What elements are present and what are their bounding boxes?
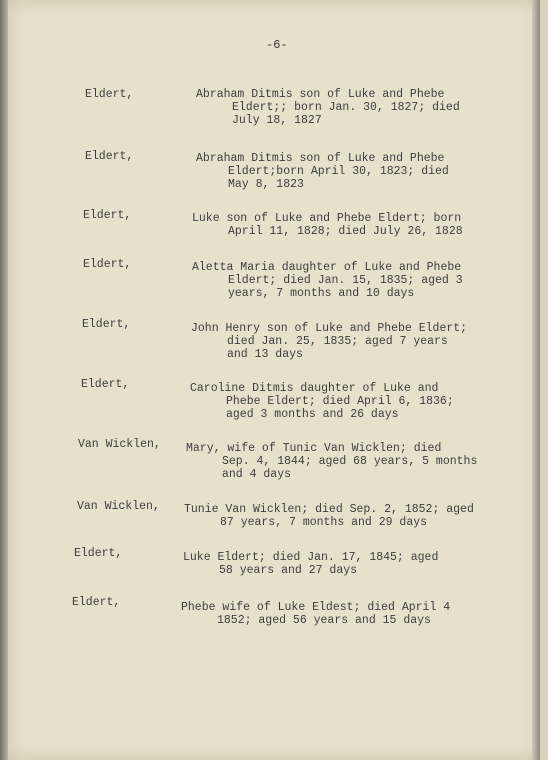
- entry-line: 1852; aged 56 years and 15 days: [217, 614, 431, 627]
- entry-line: Sep. 4, 1844; aged 68 years, 5 months: [222, 455, 478, 468]
- entry-surname: Van Wicklen,: [78, 438, 161, 451]
- entry-surname: Eldert,: [85, 150, 134, 163]
- entry-line: and 13 days: [227, 348, 303, 361]
- entry-surname: Eldert,: [85, 88, 134, 101]
- entry-text: [190, 382, 454, 421]
- entry-surname: Van Wicklen,: [77, 500, 160, 513]
- entry-text: [186, 442, 477, 481]
- entry-text: [192, 261, 463, 300]
- entry-surname: Eldert,: [74, 547, 123, 560]
- entry-line: Eldert;; born Jan. 30, 1827; died: [232, 101, 460, 114]
- page-edge: [532, 0, 540, 760]
- entry-line: died Jan. 25, 1835; aged 7 years: [227, 335, 448, 348]
- entry-line: 58 years and 27 days: [219, 564, 358, 577]
- entry-surname: Eldert,: [82, 318, 131, 331]
- entry-text: [191, 322, 467, 361]
- entry-line: May 8, 1823: [228, 178, 304, 191]
- entry-line: Luke son of Luke and Phebe Eldert; born: [192, 212, 462, 225]
- entry-line: April 11, 1828; died July 26, 1828: [228, 225, 463, 238]
- entry-line: Mary, wife of Tunic Van Wicklen; died: [186, 442, 442, 455]
- entry-text: [181, 601, 450, 627]
- entry-line: John Henry son of Luke and Phebe Eldert;: [191, 322, 468, 335]
- entry-line: Phebe wife of Luke Eldest; died April 4: [181, 601, 451, 614]
- document-page: [8, 0, 540, 760]
- entry-line: Eldert; died Jan. 15, 1835; aged 3: [228, 274, 463, 287]
- entry-line: Luke Eldert; died Jan. 17, 1845; aged: [183, 551, 439, 564]
- entry-text: [196, 88, 460, 127]
- entry-line: Eldert;born April 30, 1823; died: [228, 165, 449, 178]
- entry-line: Phebe Eldert; died April 6, 1836;: [226, 395, 454, 408]
- entry-text: [184, 503, 474, 529]
- entry-line: Aletta Maria daughter of Luke and Phebe: [192, 261, 462, 274]
- entry-text: [192, 212, 463, 238]
- entry-line: Abraham Ditmis son of Luke and Phebe: [196, 152, 445, 165]
- entry-text: [183, 551, 438, 577]
- entry-line: July 18, 1827: [232, 114, 322, 127]
- entry-line: aged 3 months and 26 days: [226, 408, 399, 421]
- entry-surname: Eldert,: [81, 378, 130, 391]
- entry-surname: Eldert,: [83, 209, 132, 222]
- binding-shadow: [0, 0, 8, 760]
- entry-text: [196, 152, 449, 191]
- entry-line: years, 7 months and 10 days: [228, 287, 415, 300]
- entry-line: Tunie Van Wicklen; died Sep. 2, 1852; aged: [184, 503, 474, 516]
- entry-line: Abraham Ditmis son of Luke and Phebe: [196, 88, 445, 101]
- entry-surname: Eldert,: [72, 596, 121, 609]
- entry-line: and 4 days: [222, 468, 292, 481]
- entry-surname: Eldert,: [83, 258, 132, 271]
- page-number: -6-: [266, 38, 288, 52]
- entry-line: 87 years, 7 months and 29 days: [220, 516, 428, 529]
- entry-line: Caroline Ditmis daughter of Luke and: [190, 382, 439, 395]
